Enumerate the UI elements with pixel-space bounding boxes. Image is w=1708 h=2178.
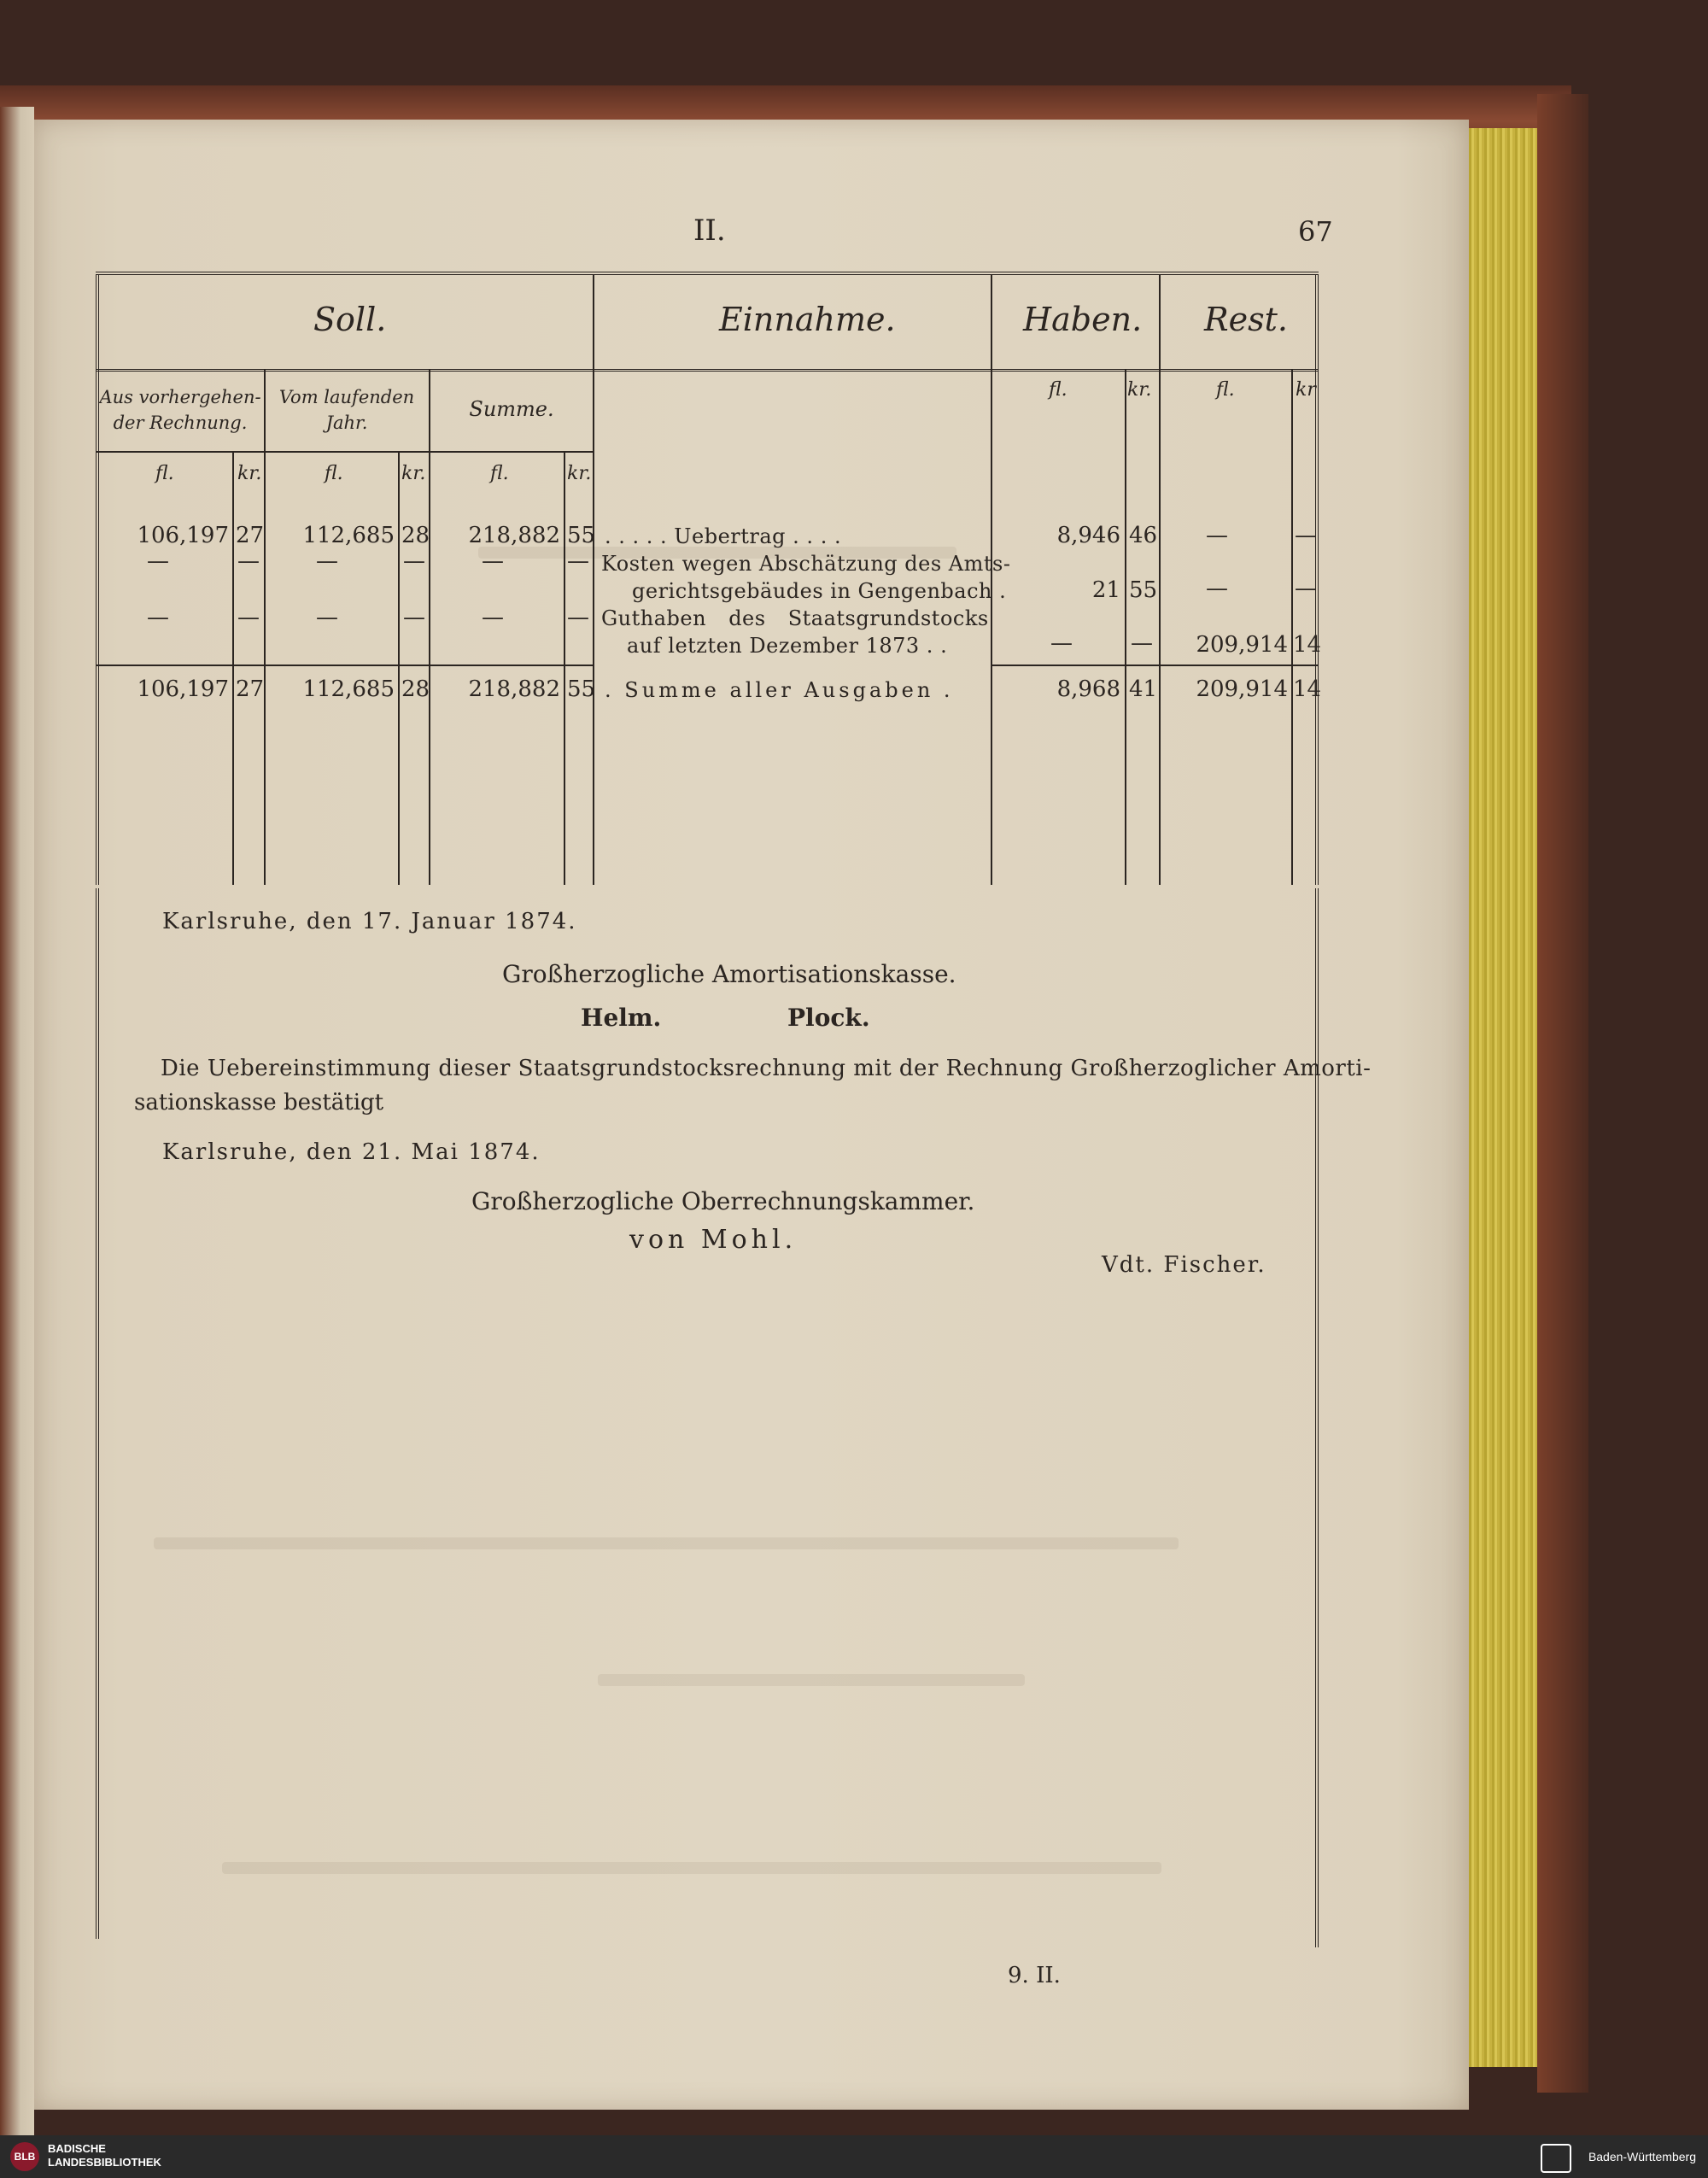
table-border-left	[96, 275, 99, 885]
total-sum-fl: 218,882	[468, 676, 560, 702]
unit-sum-kr: kr.	[567, 463, 592, 484]
cell-prev-kr: —	[237, 605, 260, 630]
signatory-plock: Plock.	[787, 1004, 870, 1032]
confirmation-text-line1: Die Uebereinstimmung dieser Staatsgrundstocksrechnung mit der Rechnung Großherzoglicher Amorti-	[161, 1056, 1372, 1081]
cell-prev-fl: —	[147, 548, 169, 574]
place-date-1: Karlsruhe, den 17. Januar 1874.	[162, 909, 577, 934]
divider-sum-kr	[564, 453, 565, 885]
rule-above-total-soll	[96, 665, 593, 666]
cell-rest-kr: —	[1295, 523, 1317, 548]
unit-cur-fl: fl.	[325, 463, 343, 484]
unit-prev-kr: kr.	[237, 463, 262, 484]
cell-cur-kr: 28	[401, 523, 430, 548]
total-haben-fl: 8,968	[1056, 676, 1120, 702]
blb-logo-icon: BLB	[10, 2142, 39, 2171]
cell-prev-kr: —	[237, 548, 260, 574]
page-number: 67	[1298, 215, 1333, 248]
cell-rest-fl: —	[1206, 523, 1228, 548]
unit-haben-kr: kr.	[1127, 379, 1152, 401]
page-edges	[1469, 128, 1542, 2067]
total-rest-kr: 14	[1293, 676, 1322, 702]
cell-haben-kr: 46	[1129, 523, 1158, 548]
total-cur-kr: 28	[401, 676, 430, 702]
unit-cur-kr: kr.	[401, 463, 426, 484]
unit-rest-kr: kr	[1296, 379, 1316, 401]
signatory-fischer: Vdt. Fischer.	[1102, 1252, 1266, 1278]
cell-desc-line2: gerichtsgebäudes in Gengenbach .	[632, 579, 1007, 603]
signatory-helm: Helm.	[581, 1004, 662, 1032]
cell-cur-kr: —	[403, 548, 425, 574]
account-table	[96, 272, 1322, 885]
printer-signature-mark: 9. II.	[1008, 1963, 1061, 1988]
cell-haben-fl: —	[1050, 630, 1073, 656]
unit-haben-fl: fl.	[1049, 379, 1068, 401]
cell-sum-fl: —	[482, 605, 504, 630]
rule-above-total-haben	[991, 665, 1319, 666]
subhead-prev: Aus vorhergehen- der Rechnung.	[99, 387, 261, 433]
divider-haben-kr	[1125, 369, 1126, 885]
signatory-mohl: von Mohl.	[629, 1225, 798, 1255]
divider-soll-einnahme	[593, 275, 594, 885]
cell-desc-line2: auf letzten Dezember 1873 . .	[627, 634, 948, 658]
cell-sum-kr: 55	[567, 523, 596, 548]
cell-desc: . . . . . Uebertrag . . . .	[605, 524, 842, 548]
cell-cur-kr: —	[403, 605, 425, 630]
book-cover	[1537, 94, 1588, 2093]
footer-bar	[0, 2135, 1708, 2178]
unit-sum-fl: fl.	[490, 463, 509, 484]
rule-under-groups	[96, 369, 1319, 372]
cell-desc-line1: Kosten wegen Abschätzung des Amts-	[601, 552, 1011, 576]
cell-sum-fl: 218,882	[468, 523, 560, 548]
divider-prev-cur	[264, 369, 266, 885]
cell-prev-fl: 106,197	[137, 523, 229, 548]
cell-cur-fl: —	[316, 605, 338, 630]
cell-haben-fl: 8,946	[1056, 523, 1120, 548]
divider-prev-kr	[232, 453, 234, 885]
office-oberrechnungskammer: Großherzogliche Oberrechnungskammer.	[471, 1187, 975, 1215]
blb-logo-text: BADISCHE LANDESBIBLIOTHEK	[48, 2142, 161, 2169]
subhead-current: Vom laufenden Jahr.	[278, 387, 415, 433]
divider-rest-kr	[1291, 369, 1293, 885]
total-rest-fl: 209,914	[1196, 676, 1288, 702]
office-amortisationskasse: Großherzogliche Amortisationskasse.	[502, 960, 956, 988]
cell-prev-kr: 27	[236, 523, 265, 548]
page-rule-left	[96, 888, 99, 1939]
divider-haben-rest	[1159, 275, 1161, 885]
bw-coat-of-arms-icon	[1541, 2144, 1571, 2173]
cell-cur-fl: 112,685	[302, 523, 395, 548]
left-page-edge	[0, 107, 34, 2148]
unit-rest-fl: fl.	[1216, 379, 1235, 401]
total-sum-kr: 55	[567, 676, 596, 702]
total-desc: . Summe aller Ausgaben .	[605, 678, 954, 702]
cell-haben-kr: 55	[1129, 577, 1158, 603]
total-cur-fl: 112,685	[302, 676, 395, 702]
cell-rest-kr: 14	[1293, 632, 1322, 658]
cell-haben-kr: —	[1131, 630, 1153, 656]
subhead-sum: Summe.	[469, 397, 554, 421]
group-einnahme: Einnahme.	[719, 301, 896, 338]
page-rule-right	[1315, 888, 1319, 1947]
total-haben-kr: 41	[1129, 676, 1158, 702]
confirmation-text-line2: sationskasse bestätigt	[134, 1090, 384, 1115]
cell-desc-line1: Guthaben des Staatsgrundstocks	[601, 606, 989, 630]
total-prev-kr: 27	[236, 676, 265, 702]
group-haben: Haben.	[1023, 301, 1143, 338]
divider-cur-kr	[398, 453, 400, 885]
place-date-2: Karlsruhe, den 21. Mai 1874.	[162, 1139, 541, 1165]
cell-sum-kr: —	[567, 548, 589, 574]
bw-logo-text: Baden-Württemberg	[1588, 2150, 1696, 2163]
cell-rest-fl: 209,914	[1196, 632, 1288, 658]
total-prev-fl: 106,197	[137, 676, 229, 702]
cell-haben-fl: 21	[1091, 577, 1120, 603]
cell-sum-fl: —	[482, 548, 504, 574]
cell-prev-fl: —	[147, 605, 169, 630]
cell-rest-kr: —	[1295, 576, 1317, 601]
unit-prev-fl: fl.	[155, 463, 174, 484]
cell-sum-kr: —	[567, 605, 589, 630]
section-heading: II.	[693, 214, 726, 248]
rule-under-soll-subheads	[96, 451, 593, 453]
cell-rest-fl: —	[1206, 576, 1228, 601]
divider-cur-sum	[429, 369, 430, 885]
cell-cur-fl: —	[316, 548, 338, 574]
group-soll: Soll.	[313, 301, 387, 338]
group-rest: Rest.	[1204, 301, 1288, 338]
